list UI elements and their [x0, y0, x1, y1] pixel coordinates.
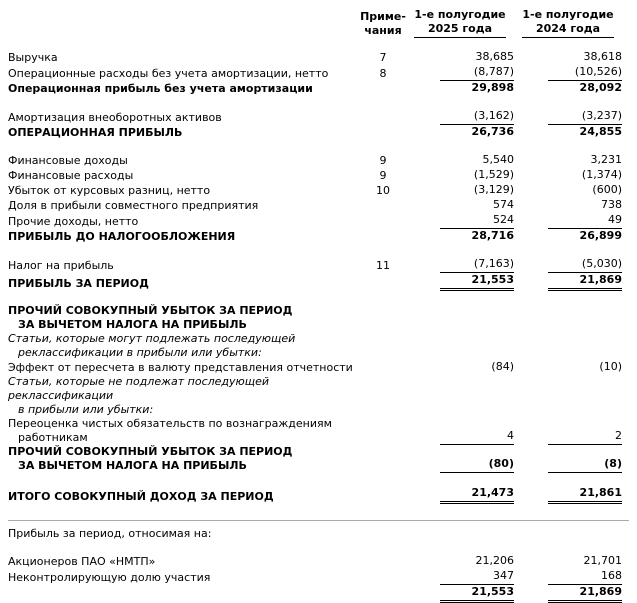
row-label-line1: Финансовые доходы: [8, 154, 128, 167]
table-row: [8, 153, 629, 168]
row-label: [8, 169, 360, 183]
value-text-2025: 21,553: [440, 273, 514, 291]
row-label: [8, 571, 360, 585]
value-cell-2025: [406, 554, 514, 569]
header-notes-line1: Приме-: [360, 10, 406, 23]
value-text-2025: 5,540: [482, 153, 514, 166]
value-cell-2025: [406, 153, 514, 168]
row-label: [8, 67, 360, 81]
value-text-2025: (80): [440, 457, 514, 473]
value-text-2025: 574: [493, 198, 514, 211]
value-text-2024: [548, 412, 622, 413]
value-cell-2025: [406, 50, 514, 65]
value-cell-2024: [514, 527, 622, 541]
value-text-2025: 4: [440, 429, 514, 445]
note-cell: 9: [379, 154, 387, 167]
value-cell-2024: [514, 81, 622, 96]
value-text-2025: [440, 327, 514, 328]
row-label-line1: Прибыль за период, относимая на:: [8, 527, 212, 540]
header-period-2024-text: [522, 8, 613, 38]
table-row: [8, 375, 629, 417]
row-label-line1: Неконтролирующую долю участия: [8, 571, 211, 584]
row-label-line2: реклассификации в прибыли или убытки:: [18, 346, 262, 359]
row-label: [8, 417, 360, 445]
value-cell-2025: [406, 198, 514, 213]
row-label: [8, 82, 360, 96]
value-cell-2024: [514, 213, 622, 229]
table-row: [8, 445, 629, 473]
value-cell-2024: [514, 153, 622, 168]
note-cell: 11: [376, 259, 390, 272]
row-label: [8, 51, 360, 65]
note-cell: 10: [376, 184, 390, 197]
row-label: [8, 445, 360, 473]
table-row: [8, 585, 629, 603]
row-label-line2: работникам: [18, 431, 88, 444]
row-label: [8, 361, 360, 375]
value-cell-2024: [514, 183, 622, 198]
value-cell-2025: [406, 457, 514, 473]
value-text-2025: 29,898: [471, 81, 514, 94]
value-text-2025: [440, 536, 514, 537]
value-text-2024: (10): [599, 360, 622, 373]
table-row: [8, 417, 629, 445]
spacer-row: [8, 541, 629, 554]
value-cell-2024: [514, 457, 622, 473]
header-period-2025: [406, 8, 514, 38]
value-cell-2024: [514, 554, 622, 569]
spacer-row: [8, 291, 629, 304]
table-row: [8, 569, 629, 585]
note-cell: 9: [379, 169, 387, 182]
table-row: [8, 304, 629, 332]
row-label: [8, 111, 360, 125]
table-row: [8, 257, 629, 273]
value-text-2024: (3,237): [548, 109, 622, 125]
header-2024-line1: 1-е полугодие: [522, 8, 614, 21]
value-text-2024: 49: [548, 213, 622, 229]
value-cell-2024: [514, 318, 622, 332]
table-row: [8, 213, 629, 229]
value-cell-2024: [514, 168, 622, 183]
value-cell-2025: [406, 213, 514, 229]
value-text-2024: (10,526): [548, 65, 622, 81]
value-text-2025: 21,553: [440, 585, 514, 603]
row-label-line1: Переоценка чистых обязательств по вознаграждениям: [8, 417, 332, 430]
value-text-2024: 168: [548, 569, 622, 585]
value-cell-2024: [514, 403, 622, 417]
value-cell-2025: [406, 318, 514, 332]
row-label: [8, 277, 360, 291]
value-text-2024: 21,701: [583, 554, 622, 567]
value-cell-2024: [514, 486, 622, 504]
value-cell-2024: [514, 198, 622, 213]
row-label: [8, 199, 360, 213]
table-row: [8, 183, 629, 198]
value-cell-2024: [514, 360, 622, 375]
row-label-line2: в прибыли или убытки:: [18, 403, 154, 416]
value-text-2025: [440, 412, 514, 413]
value-text-2024: (5,030): [548, 257, 622, 273]
value-text-2025: (3,129): [473, 183, 514, 196]
row-label: [8, 126, 360, 140]
row-label-line2: ЗА ВЫЧЕТОМ НАЛОГА НА ПРИБЫЛЬ: [18, 318, 247, 331]
value-cell-2025: [406, 65, 514, 81]
row-label-line1: ПРОЧИЙ СОВОКУПНЫЙ УБЫТОК ЗА ПЕРИОД: [8, 445, 293, 458]
value-text-2025: 26,736: [471, 125, 514, 138]
value-text-2025: 347: [440, 569, 514, 585]
value-cell-2025: [406, 273, 514, 291]
value-cell-2025: [406, 109, 514, 125]
value-cell-2024: [514, 346, 622, 360]
value-cell-2025: [406, 403, 514, 417]
value-text-2024: 38,618: [583, 50, 622, 63]
row-label-line1: Налог на прибыль: [8, 259, 114, 272]
value-text-2024: 21,861: [548, 486, 622, 504]
value-text-2025: (84): [491, 360, 514, 373]
table-row: [8, 125, 629, 140]
value-cell-2024: [514, 50, 622, 65]
value-text-2024: (8): [548, 457, 622, 473]
value-text-2024: 28,092: [579, 81, 622, 94]
value-text-2024: [548, 327, 622, 328]
table-header: [8, 8, 629, 38]
row-label-line1: ПРОЧИЙ СОВОКУПНЫЙ УБЫТОК ЗА ПЕРИОД: [8, 304, 293, 317]
header-2025-line2: 2025 года: [427, 22, 493, 35]
row-label-line1: Эффект от пересчета в валюту представления отчетности: [8, 361, 353, 374]
row-label: [8, 259, 360, 273]
value-cell-2024: [514, 65, 622, 81]
value-cell-2025: [406, 360, 514, 375]
row-label-line2: ЗА ВЫЧЕТОМ НАЛОГА НА ПРИБЫЛЬ: [18, 459, 247, 472]
table-row: [8, 81, 629, 96]
row-label-line1: Статьи, которые могут подлежать последующей: [8, 332, 296, 345]
row-label-line1: Операционная прибыль без учета амортизации: [8, 82, 313, 95]
table-row: [8, 229, 629, 244]
note-cell: 7: [379, 51, 387, 64]
value-text-2025: 38,685: [475, 50, 514, 63]
value-text-2025: (3,162): [440, 109, 514, 125]
row-label-line1: Статьи, которые не подлежат последующей реклассификации: [8, 375, 270, 402]
row-label-line1: Финансовые расходы: [8, 169, 134, 182]
value-cell-2025: [406, 346, 514, 360]
value-cell-2025: [406, 229, 514, 244]
row-label: [8, 490, 360, 504]
value-text-2024: (600): [592, 183, 622, 196]
value-text-2024: [548, 355, 622, 356]
value-text-2024: 26,899: [579, 229, 622, 242]
value-text-2025: [440, 355, 514, 356]
row-label: [8, 527, 360, 541]
value-cell-2024: [514, 109, 622, 125]
header-notes-line2: чания: [364, 24, 402, 37]
value-text-2024: 24,855: [579, 125, 622, 138]
row-label-line1: Доля в прибыли совместного предприятия: [8, 199, 259, 212]
value-cell-2024: [514, 229, 622, 244]
spacer-row: [8, 244, 629, 257]
value-cell-2025: [406, 569, 514, 585]
table-row: [8, 332, 629, 360]
spacer-row: [8, 504, 629, 517]
value-text-2025: 21,473: [440, 486, 514, 504]
row-label-line1: ПРИБЫЛЬ ДО НАЛОГООБЛОЖЕНИЯ: [8, 230, 236, 243]
value-text-2025: (7,163): [440, 257, 514, 273]
value-text-2024: 738: [601, 198, 622, 211]
spacer-row: [8, 140, 629, 153]
value-cell-2025: [406, 125, 514, 140]
value-cell-2025: [406, 527, 514, 541]
header-period-2025-text: [414, 8, 505, 38]
row-label: [8, 332, 360, 360]
header-2025-line1: 1-е полугодие: [414, 8, 506, 21]
row-label-line1: Амортизация внеоборотных активов: [8, 111, 222, 124]
row-label: [8, 230, 360, 244]
value-text-2024: 21,869: [548, 585, 622, 603]
value-cell-2025: [406, 81, 514, 96]
row-label: [8, 215, 360, 229]
table-row: [8, 198, 629, 213]
value-text-2024: 3,231: [590, 153, 622, 166]
value-cell-2025: [406, 486, 514, 504]
row-label-line1: Выручка: [8, 51, 58, 64]
table-row: [8, 486, 629, 504]
value-text-2025: (8,787): [440, 65, 514, 81]
row-label: [8, 304, 360, 332]
value-text-2025: 21,206: [475, 554, 514, 567]
row-label-line1: Прочие доходы, нетто: [8, 215, 139, 228]
value-cell-2024: [514, 273, 622, 291]
value-cell-2024: [514, 257, 622, 273]
row-label-line1: ПРИБЫЛЬ ЗА ПЕРИОД: [8, 277, 149, 290]
table-row: [8, 520, 629, 541]
value-cell-2025: [406, 168, 514, 183]
row-label-line1: ОПЕРАЦИОННАЯ ПРИБЫЛЬ: [8, 126, 183, 139]
value-cell-2024: [514, 125, 622, 140]
table-row: [8, 168, 629, 183]
header-period-2024: [514, 8, 622, 38]
value-text-2024: 21,869: [548, 273, 622, 291]
row-label: [8, 154, 360, 168]
spacer-row: [8, 96, 629, 109]
value-cell-2024: [514, 585, 622, 603]
table-row: [8, 273, 629, 291]
value-cell-2024: [514, 429, 622, 445]
row-label-line1: Убыток от курсовых разниц, нетто: [8, 184, 211, 197]
table-body: [8, 50, 629, 603]
row-label-line1: Операционные расходы без учета амортизации, нетто: [8, 67, 329, 80]
value-text-2025: (1,529): [473, 168, 514, 181]
value-cell-2025: [406, 585, 514, 603]
table-row: [8, 109, 629, 125]
note-cell: 8: [379, 67, 387, 80]
value-text-2024: (1,374): [581, 168, 622, 181]
row-label: [8, 375, 360, 417]
table-row: [8, 554, 629, 569]
table-row: [8, 65, 629, 81]
value-text-2025: 524: [440, 213, 514, 229]
spacer-row: [8, 473, 629, 486]
row-label-line1: ИТОГО СОВОКУПНЫЙ ДОХОД ЗА ПЕРИОД: [8, 490, 274, 503]
value-cell-2025: [406, 257, 514, 273]
value-cell-2024: [514, 569, 622, 585]
table-row: [8, 360, 629, 375]
header-2024-line2: 2024 года: [535, 22, 601, 35]
table-row: [8, 50, 629, 65]
row-label: [8, 184, 360, 198]
value-cell-2025: [406, 183, 514, 198]
value-text-2025: 28,716: [471, 229, 514, 242]
row-label: [8, 555, 360, 569]
row-label-line1: Акционеров ПАО «НМТП»: [8, 555, 156, 568]
header-notes-text: [360, 10, 406, 38]
value-text-2024: [548, 536, 622, 537]
header-notes: [360, 10, 406, 38]
value-text-2024: 2: [548, 429, 622, 445]
value-cell-2025: [406, 429, 514, 445]
